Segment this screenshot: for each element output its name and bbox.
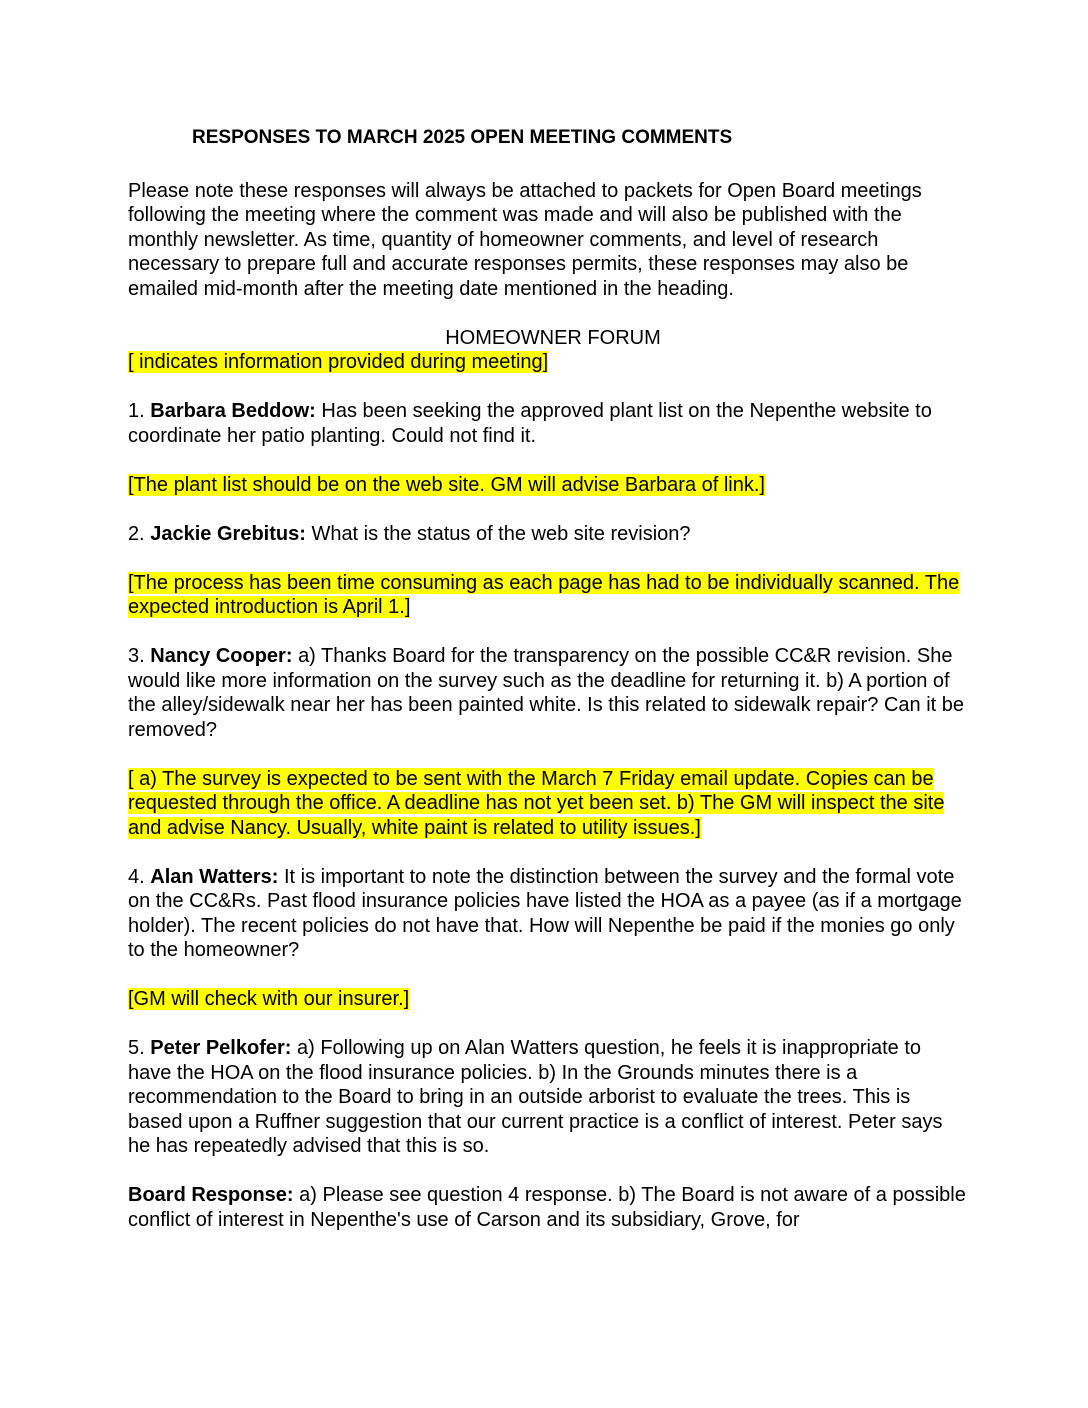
document-page: [128, 126, 968, 1257]
comment-5: [128, 1036, 968, 1159]
response-text: [The process has been time consuming as each page has had to be individually scanned. The expected introduction is April 1.]: [128, 571, 960, 618]
board-response: [128, 1183, 968, 1232]
comment-text: a) Thanks Board for the transparency on the possible CC&R revision. She would like more information on the survey such as the deadline for returning it. b) A portion of the alley/sidewalk near her has been painted white. Is this related to sidewalk repair? Can it be removed?: [128, 645, 965, 741]
response-2: [128, 571, 968, 620]
comment-text: What is the status of the web site revision?: [311, 522, 691, 545]
comment-number: 4.: [128, 865, 145, 888]
comment-text: It is important to note the distinction between the survey and the formal vote on the CC&Rs. Past flood insurance policies have listed the HOA as a payee (as if a mortgage holder). The recent policies do not have that. How will Nepenthe be paid if the monies go only to the homeowner?: [128, 865, 962, 961]
response-text: [GM will check with our insurer.]: [128, 988, 410, 1010]
comment-1: [128, 399, 968, 448]
indicator-note: [128, 350, 968, 375]
comment-2: [128, 522, 968, 547]
comment-number: 1.: [128, 400, 145, 422]
comment-3: [128, 644, 968, 742]
response-text: [ a) The survey is expected to be sent with the March 7 Friday email update. Copies can be requested through the office. A deadline has not yet been set. b) The GM will inspect the site and advise Nancy. Usually, white paint is related to utility issues.]: [128, 767, 945, 839]
document-title: RESPONSES TO MARCH 2025 OPEN MEETING COMMENTS: [192, 127, 733, 148]
forum-heading: HOMEOWNER FORUM: [445, 326, 661, 349]
commenter-name: Jackie Grebitus:: [150, 522, 306, 545]
comment-4: [128, 865, 968, 963]
board-response-label: Board Response:: [128, 1184, 294, 1206]
comment-number: 2.: [128, 522, 145, 545]
comment-text: a) Following up on Alan Watters question, he feels it is inappropriate to have the HOA on the flood insurance policies. b) In the Grounds minutes there is a recommendation to the Board to bring in an outside arborist to evaluate the trees. This is based upon a Ruffner suggestion that our current practice is a conflict of interest. Peter says he has repeatedly advised that this is so.: [128, 1037, 943, 1157]
comment-number: 3.: [128, 645, 145, 667]
response-4: [128, 987, 968, 1012]
intro-paragraph: Please note these responses will always be attached to packets for Open Board meetings following the meeting where the comment was made and will also be published with the monthly newsletter. As time, quantity of homeowner comments, and level of research necessary to prepare full and accurate responses permits, these responses may also be emailed mid-month after the meeting date mentioned in the heading.: [128, 179, 922, 300]
commenter-name: Alan Watters:: [150, 865, 279, 888]
board-response-text: a) Please see question 4 response. b) The Board is not aware of a possible conflict of interest in Nepenthe's use of Carson and its subsidiary, Grove, for: [128, 1184, 966, 1231]
comment-number: 5.: [128, 1037, 145, 1059]
commenter-name: Peter Pelkofer:: [150, 1037, 292, 1059]
commenter-name: Nancy Cooper:: [150, 645, 293, 667]
indicator-note-text: [ indicates information provided during meeting]: [128, 351, 549, 373]
response-1: [128, 473, 968, 498]
response-3: [128, 767, 968, 841]
commenter-name: Barbara Beddow:: [150, 400, 316, 422]
comment-text: Has been seeking the approved plant list on the Nepenthe website to coordinate her patio planting. Could not find it.: [128, 400, 932, 447]
response-text: [The plant list should be on the web site. GM will advise Barbara of link.]: [128, 473, 765, 496]
